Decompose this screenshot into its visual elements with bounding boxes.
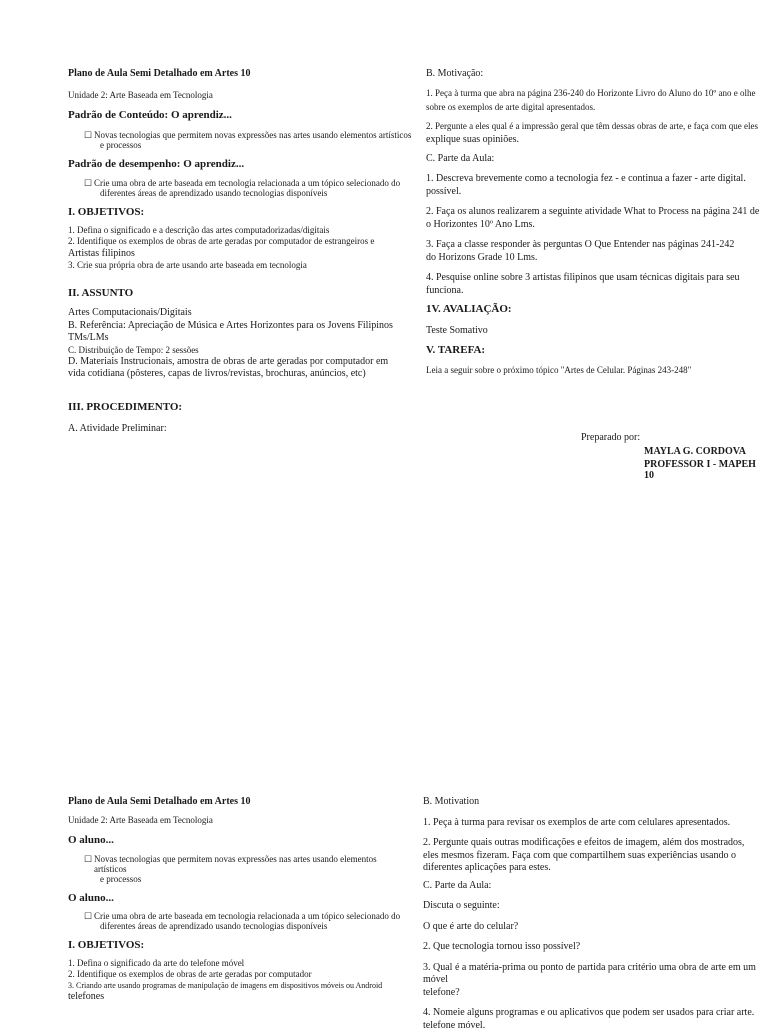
lesson-step-3-cont: do Horizons Grade 10 Lms. — [426, 252, 762, 265]
motivation-heading: B. Motivation — [423, 796, 762, 809]
objective-3: 3. Criando arte usando programas de manipulação de imagens em dispositivos móveis ou Android — [68, 981, 404, 991]
procedure-heading: III. PROCEDIMENTO: — [68, 401, 414, 415]
subject-d: D. Materiais Instrucionais, amostra de obras de arte geradas por computador em — [68, 356, 414, 369]
student-bullet-1-text: Novas tecnologias que permitem novas expressões nas artes usando elementos artísticos — [94, 854, 377, 874]
lesson-step-2-cont: o Horizontes 10º Ano Lms. — [426, 219, 762, 232]
objective-2-cont: Artistas filipinos — [68, 248, 414, 261]
motivation-2: 2. Pergunte quais outras modificações e efeitos de imagem, além dos mostrados, — [423, 837, 762, 850]
teacher-role: PROFESSOR I - MAPEH 10 — [644, 459, 768, 481]
motivation-2-cont-2: diferentes aplicações para estes. — [423, 862, 762, 875]
motivation-heading: B. Motivação: — [426, 68, 762, 81]
performance-standard-text-cont: diferentes áreas de aprendizado usando tecnologias disponíveis — [94, 188, 327, 198]
performance-standard-text: Crie uma obra de arte baseada em tecnologia relacionada a um tópico selecionado do — [94, 178, 400, 188]
page2-left-column — [68, 796, 404, 1003]
motivation-1-cont: sobre os exemplos de arte digital apresentados. — [426, 102, 762, 113]
subject-b-cont: TMs/LMs — [68, 332, 414, 345]
preliminary-activity: A. Atividade Preliminar: — [68, 423, 414, 436]
student-bullet-2 — [68, 911, 404, 931]
unit-label: Unidade 2: Arte Baseada em Tecnologia — [68, 815, 404, 826]
plan-title: Plano de Aula Semi Detalhado em Artes 10 — [68, 68, 414, 81]
task-text: Leia a seguir sobre o próximo tópico "Artes de Celular. Páginas 243-248" — [426, 365, 762, 376]
subject-b: B. Referência: Apreciação de Música e Artes Horizontes para os Jovens Filipinos — [68, 320, 414, 333]
lesson-step-4-cont: funciona. — [426, 285, 762, 298]
objective-2: 2. Identifique os exemplos de obras de arte geradas por computador — [68, 969, 404, 980]
student-bullet-2-text: Crie uma obra de arte baseada em tecnologia relacionada a um tópico selecionado do — [94, 911, 400, 921]
motivation-2-cont-1: eles mesmos fizeram. Faça com que compartilhem suas experiências usando o — [423, 850, 762, 863]
objective-3-cont: telefones — [68, 991, 404, 1004]
objectives-heading: I. OBJETIVOS: — [68, 939, 404, 953]
objectives-heading: I. OBJETIVOS: — [68, 206, 414, 220]
evaluation-heading: 1V. AVALIAÇÃO: — [426, 303, 762, 317]
lesson-step-4: 4. Pesquise online sobre 3 artistas filipinos que usam técnicas digitais para seu — [426, 272, 762, 285]
lesson-step-3: 3. Faça a classe responder às perguntas O Que Entender nas páginas 241-242 — [426, 239, 762, 252]
content-standard-text-cont: e processos — [94, 140, 141, 150]
question-3: 3. Qual é a matéria-prima ou ponto de partida para critério uma obra de arte em um móvel — [423, 962, 762, 987]
checkbox-bullet-icon: ☐ — [84, 854, 94, 884]
motivation-2-cont: explique suas opiniões. — [426, 134, 762, 147]
subject-d-cont: vida cotidiana (pôsteres, capas de livros/revistas, brochuras, anúncios, etc) — [68, 368, 414, 381]
question-3-cont: telefone? — [423, 987, 762, 1000]
checkbox-bullet-icon: ☐ — [84, 911, 94, 931]
student-heading-2: O aluno... — [68, 892, 404, 906]
student-bullet-1 — [68, 854, 404, 884]
checkbox-bullet-icon: ☐ — [84, 130, 94, 150]
question-2: 2. Que tecnologia tornou isso possível? — [423, 941, 762, 954]
student-bullet-1-cont: e processos — [94, 874, 141, 884]
question-4-cont: telefone móvel. — [423, 1020, 762, 1032]
performance-standard-heading: Padrão de desempenho: O aprendiz... — [68, 158, 414, 172]
evaluation-text: Teste Somativo — [426, 325, 762, 338]
objective-3: 3. Crie sua própria obra de arte usando arte baseada em tecnologia — [68, 260, 414, 271]
motivation-1: 1. Peça à turma que abra na página 236-240 do Horizonte Livro do Aluno do 10º ano e olhe — [426, 88, 762, 99]
discuss-label: Discuta o seguinte: — [423, 900, 762, 913]
objective-2: 2. Identifique os exemplos de obras de arte geradas por computador de estrangeiros e — [68, 236, 414, 247]
lesson-part-heading: C. Parte da Aula: — [423, 880, 762, 893]
lesson-part-heading: C. Parte da Aula: — [426, 153, 762, 166]
objective-1: 1. Defina o significado da arte do telefone móvel — [68, 958, 404, 969]
content-standard-text: Novas tecnologias que permitem novas expressões nas artes usando elementos artísticos — [94, 130, 411, 140]
checkbox-bullet-icon: ☐ — [84, 178, 94, 198]
subject-heading: II. ASSUNTO — [68, 287, 414, 301]
student-bullet-2-cont: diferentes áreas de aprendizado usando tecnologias disponíveis — [94, 921, 327, 931]
teacher-name: MAYLA G. CORDOVA — [644, 446, 746, 457]
lesson-step-1-cont: possível. — [426, 186, 762, 199]
subject-c: C. Distribuição de Tempo: 2 sessões — [68, 345, 414, 356]
performance-standard-bullet — [68, 178, 414, 198]
objective-1: 1. Defina o significado e a descrição das artes computadorizadas/digitais — [68, 225, 414, 236]
question-4: 4. Nomeie alguns programas e ou aplicativos que podem ser usados para criar arte. — [423, 1007, 762, 1020]
lesson-step-1: 1. Descreva brevemente como a tecnologia fez - e continua a fazer - arte digital. — [426, 173, 762, 186]
plan-title: Plano de Aula Semi Detalhado em Artes 10 — [68, 796, 404, 809]
question-0: O que é arte do celular? — [423, 921, 762, 934]
subject-a: Artes Computacionais/Digitais — [68, 307, 414, 320]
page2-right-column — [423, 796, 762, 1032]
page1-right-column — [426, 68, 762, 377]
content-standard-bullet — [68, 130, 414, 150]
motivation-1: 1. Peça à turma para revisar os exemplos de arte com celulares apresentados. — [423, 817, 762, 830]
student-heading-1: O aluno... — [68, 834, 404, 848]
task-heading: V. TAREFA: — [426, 344, 762, 358]
content-standard-heading: Padrão de Conteúdo: O aprendiz... — [68, 109, 414, 123]
unit-label: Unidade 2: Arte Baseada em Tecnologia — [68, 90, 414, 101]
prepared-by-label: Preparado por: — [581, 432, 640, 443]
motivation-2: 2. Pergunte a eles qual é a impressão geral que têm dessas obras de arte, e faça com que eles — [426, 121, 762, 132]
page1-left-column — [68, 68, 414, 435]
lesson-step-2: 2. Faça os alunos realizarem a seguinte atividade What to Process na página 241 de — [426, 206, 762, 219]
